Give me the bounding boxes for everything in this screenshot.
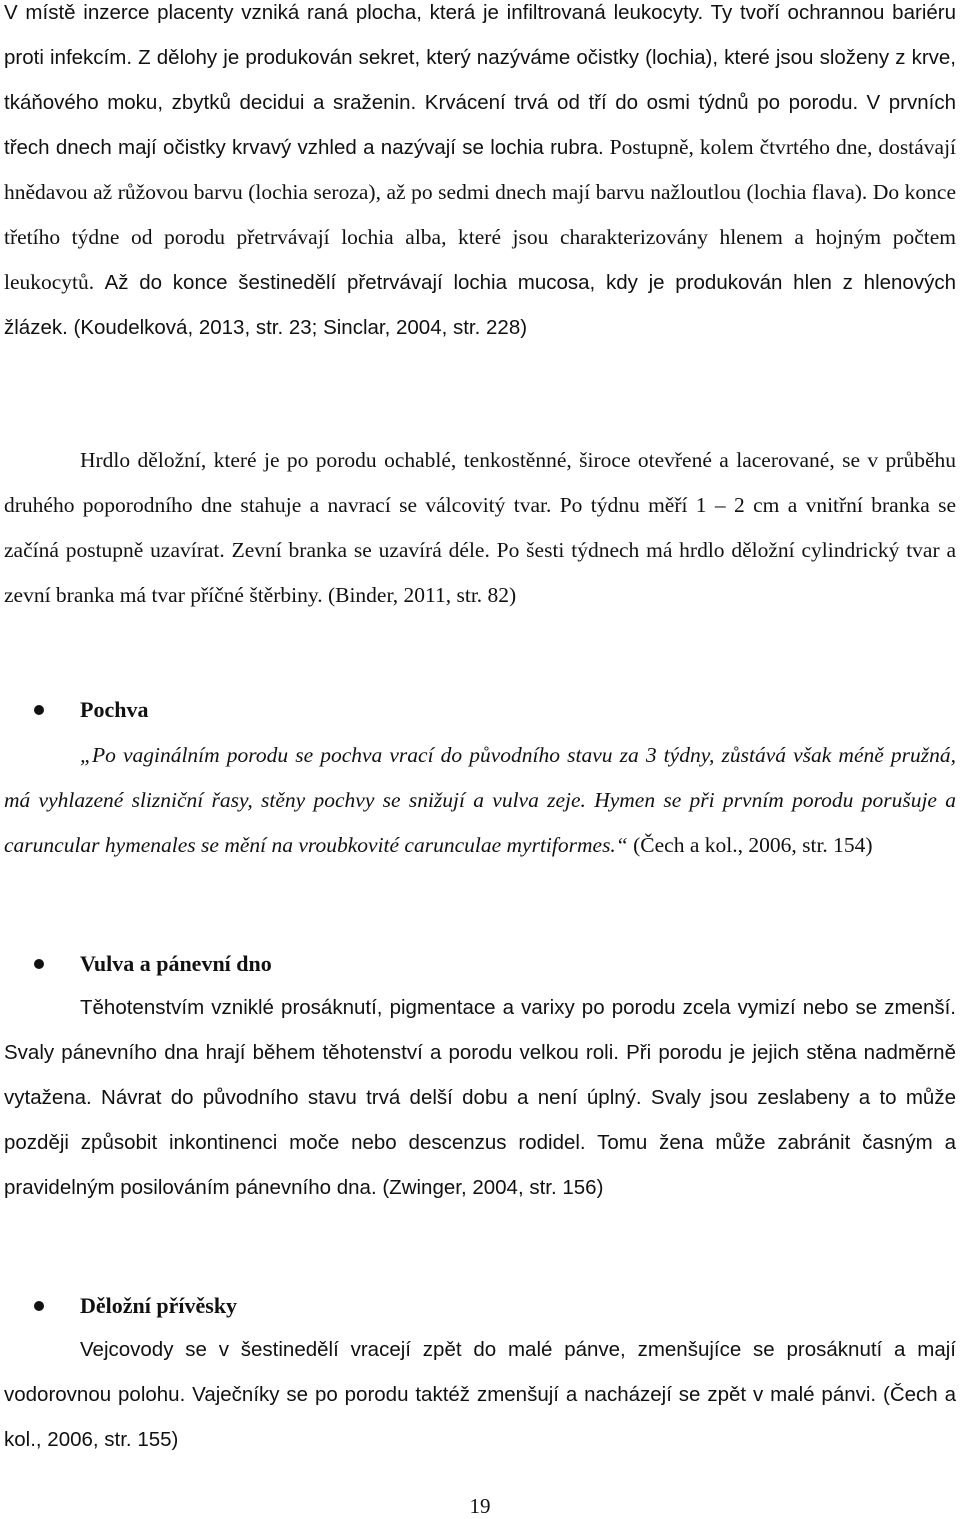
bullet-icon (34, 959, 44, 969)
pochva-quote: „Po vaginálním porodu se pochva vrací do původního stavu za 3 týdny, zůstává však méně pružná, má vyhlazené slizniční řasy, stěny pochvy se snižují a vulva zeje. Hymen se při prvním porodu porušuje a caruncular hymenales se mění na vroubkovité carunculae myrtiformes.“ (4, 743, 956, 857)
lochia-sentence-1: V místě inzerce placenty vzniká raná plocha, která je infiltrovaná leukocyty. Ty tvoří ochrannou bariéru proti infekcím. Z dělohy je produkován sekret, který nazýváme očistky (lochia), které jsou složeny z krve, tkáňového moku, zbytků decidui a sraženin. Krvácení trvá od tří do osmi týdnů po porodu. (4, 1, 956, 114)
page-number: 19 (469, 1494, 491, 1518)
bullet-icon (34, 1301, 44, 1311)
heading-text: Pochva (80, 697, 149, 722)
cervix-paragraph: Hrdlo děložní, které je po porodu ochablé, tenkostěnné, široce otevřené a lacerované, se v průběhu druhého poporodního dne stahuje a navrací se válcovitý tvar. Po týdnu měří 1 – 2 cm a vnitřní branka se začíná postupně uzavírat. Zevní branka se uzavírá déle. Po šesti týdnech má hrdlo děložní cylindrický tvar a zevní branka má tvar příčné štěrbiny. (Binder, 2011, str. 82) (4, 448, 956, 607)
pochva-citation: (Čech a kol., 2006, str. 154) (627, 833, 873, 857)
lochia-sentence-3: Postupně, kolem čtvrtého dne, dostávají hnědavou až růžovou barvu (lochia seroza), až po sedmi dnech mají barvu nažloutlou (lochia flava). Do konce třetího týdne od porodu přetrvávají lochia alba, které jsou charakterizovány hlenem a hojným počtem leukocytů. (4, 135, 957, 294)
heading-text: Děložní přívěsky (80, 1293, 238, 1318)
bullet-icon (34, 705, 44, 715)
pochva-paragraph (4, 733, 956, 868)
heading-text: Vulva a pánevní dno (80, 951, 272, 976)
lochia-sentence-2: V prvních třech dnech mají očistky krvavý vzhled a nazývají se lochia rubra. (4, 91, 956, 159)
adnexa-paragraph: Vejcovody se v šestinedělí vracejí zpět do malé pánve, zmenšujíce se prosáknutí a mají vodorovnou polohu. Vaječníky se po porodu taktéž zmenšují a nacházejí se zpět v malé pánvi. (Čech a kol., 2006, str. 155) (4, 1338, 956, 1451)
vulva-paragraph: Těhotenstvím vzniklé prosáknutí, pigmentace a varixy po porodu zcela vymizí nebo se zmenší. Svaly pánevního dna hrají během těhotenství a porodu velkou roli. Při porodu je jejich stěna nadměrně vytažena. Návrat do původního stavu trvá delší dobu a není úplný. Svaly jsou zeslabeny a to může později způsobit inkontinenci moče nebo descenzus rodidel. Tomu žena může zabránit časným a pravidelným posilováním pánevního dna. (Zwinger, 2004, str. 156) (4, 996, 956, 1199)
lochia-paragraph (4, 0, 956, 350)
lochia-sentence-4: Až do konce šestinedělí přetrvávají lochia mucosa, kdy je produkován hlen z hlenových žlázek. (Koudelková, 2013, str. 23; Sinclar, 2004, str. 228) (4, 271, 956, 339)
